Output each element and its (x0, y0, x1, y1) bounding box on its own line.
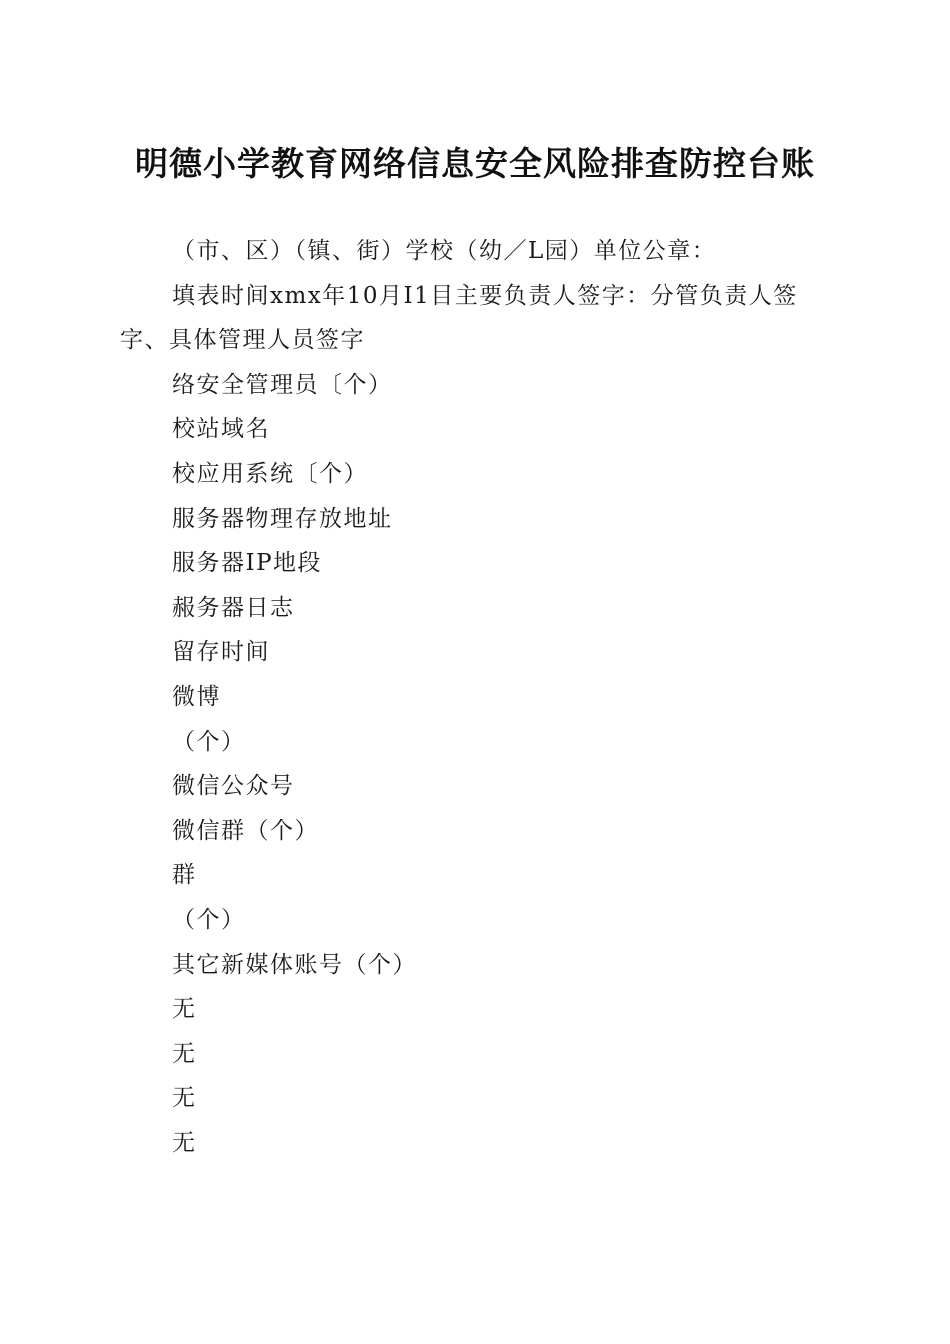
line-none-2: 无 (172, 1040, 197, 1067)
line-unit-seal: （市、区）（镇、街）学校（幼／L园）单位公章： (172, 238, 717, 264)
line-app-systems: 校应用系统〔个） (172, 460, 368, 487)
line-server-log: 赧务器日志 (172, 594, 295, 621)
line-none-4: 无 (172, 1129, 197, 1156)
line-none-1: 无 (172, 996, 197, 1023)
line-count-2: （个） (172, 906, 246, 933)
line-server-ip: 服务器IP地段 (172, 550, 323, 577)
line-other-media: 其它新媒体账号（个） (172, 951, 417, 978)
line-retention-time: 留存时间 (172, 639, 270, 666)
document-title: 明德小学教育网络信息安全风险排查防控台账 (135, 144, 815, 183)
document-body (120, 229, 830, 1165)
line-fill-time-signatures: 填表时间xmx年10月I1目主要负责人签字：分管负责人签字、具体管理人员签字 (120, 282, 798, 354)
line-wechat-official: 微信公众号 (172, 773, 295, 800)
line-group: 群 (172, 862, 197, 889)
line-site-domain: 校站域名 (172, 416, 270, 443)
line-network-admin: 络安全管理员〔个） (172, 371, 393, 398)
line-none-3: 无 (172, 1085, 197, 1112)
line-count-1: （个） (172, 728, 246, 755)
line-server-location: 服务器物理存放地址 (172, 505, 393, 532)
line-weibo: 微博 (172, 683, 221, 710)
line-wechat-group: 微信群（个） (172, 817, 319, 844)
